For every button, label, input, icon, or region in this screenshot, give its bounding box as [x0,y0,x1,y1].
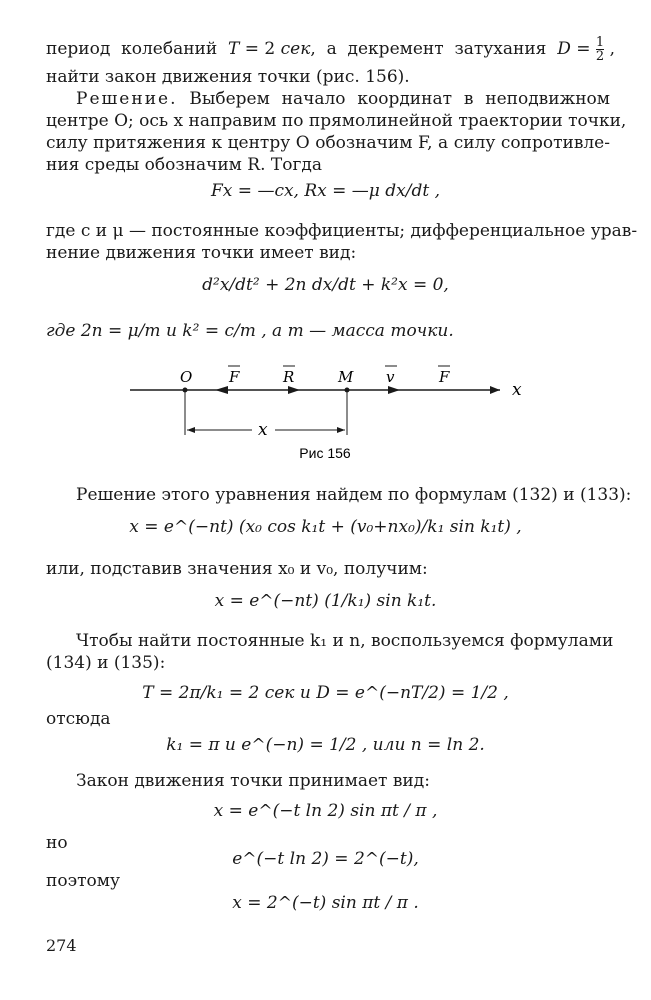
line-3-text: Выберем начало координат в неподвижном [189,89,610,109]
label-axis-x: x [512,380,522,400]
label-f2: F [439,368,450,386]
equation-1 [0,180,651,202]
eq7-text: x = e^(−t ln 2) sin πt / π , [213,801,438,821]
label-o: O [180,368,193,386]
text-line-7: где c и μ — постоянные коэффициенты; дифференциальное урав- [46,221,638,241]
label-v: v [386,368,395,386]
equation-7 [0,800,651,822]
text-line-9 [46,320,610,342]
eq8-text: e^(−t ln 2) = 2^(−t), [232,849,419,869]
equation-3 [0,516,651,538]
velocity-v-arrow [388,386,400,394]
equation-8 [0,848,651,870]
text-line-12: Чтобы найти постоянные k₁ и n, воспользуемся формулами [76,631,614,651]
force-f-arrow [215,386,228,394]
eq6-text: k₁ = π и e^(−n) = 1/2 , или n = ln 2. [166,735,485,755]
text-line-6: ния среды обозначим R. Тогда [46,155,322,175]
text-line-3 [76,88,610,110]
label-r: R [283,368,295,386]
text-line-2: найти закон движения точки (рис. 156). [46,67,410,87]
dim-arrow-right [337,427,345,433]
text-line-15: Закон движения точки принимает вид: [76,771,430,791]
text-line-4: центре O; ось x направим по прямолинейной траектории точки, [46,111,627,131]
equation-2 [0,274,651,296]
text-line-13: (134) и (135): [46,653,166,673]
axis-arrowhead [490,386,500,394]
equation-9 [0,892,651,914]
text-line-14: отсюда [46,709,111,729]
line-9-text: где 2n = μ/m и k² = c/m , а m — масса точки. [46,321,454,341]
dim-arrow-left [187,427,195,433]
text-line-10: Решение этого уравнения найдем по формулам (132) и (133): [76,485,632,505]
eq4-text: x = e^(−nt) (1/k₁) sin k₁t. [214,591,437,611]
eq1-text: Fx = —cx, Rx = —μ dx/dt , [211,181,440,201]
solution-heading: Решение. [76,89,178,109]
page-number: 274 [46,936,77,955]
figure-caption: Рис 156 [299,445,351,461]
label-m: M [338,368,354,386]
equation-4 [0,590,651,612]
text-line-17: поэтому [46,871,120,891]
figure-156 [0,360,651,470]
eq2-text: d²x/dt² + 2n dx/dt + k²x = 0, [202,275,449,295]
equation-6 [0,734,651,756]
resistance-r-arrow [288,386,300,394]
label-f1: F [229,368,240,386]
eq9-text: x = 2^(−t) sin πt / π . [232,893,419,913]
text-line-16: но [46,833,68,853]
eq5-text: T = 2π/k₁ = 2 сек и D = e^(−nT/2) = 1/2 , [142,683,509,703]
label-distance-x: x [258,420,268,440]
text-line-8: нение движения точки имеет вид: [46,243,357,263]
eq3-text: x = e^(−nt) (x₀ cos k₁t + (v₀+nx₀)/k₁ sin k₁t) , [129,517,522,537]
text-line-1: период колебаний T = 2 сек, а декремент затухания D = $\frac{1}{2}$ , [46,35,615,64]
text-line-11: или, подставив значения x₀ и v₀, получим: [46,559,428,579]
text-line-5: силу притяжения к центру O обозначим F, а силу сопротивле- [46,133,610,153]
equation-5 [0,682,651,704]
